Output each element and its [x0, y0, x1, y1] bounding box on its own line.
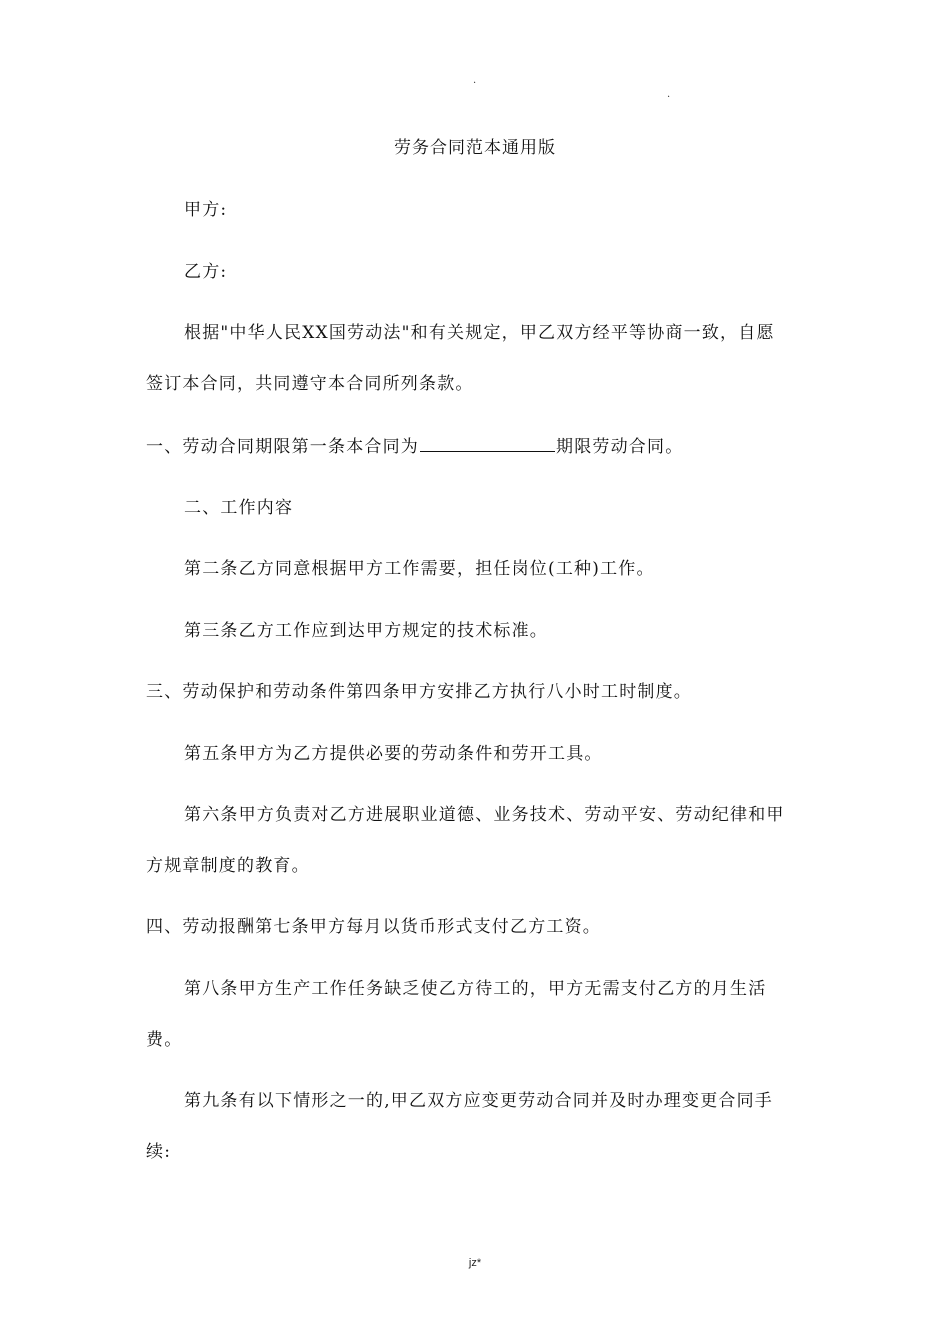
intro-paragraph-line: 签订本合同，共同遵守本合同所列条款。 — [146, 374, 474, 394]
article-9-line: 续: — [146, 1142, 172, 1162]
article-8-line: 第八条甲方生产工作任务缺乏使乙方待工的，甲方无需支付乙方的月生活 — [184, 979, 767, 999]
article-6-line: 方规章制度的教育。 — [146, 856, 310, 876]
section-2-heading: 二、工作内容 — [184, 498, 294, 518]
article-6-line: 第六条甲方负责对乙方进展职业道德、业务技术、劳动平安、劳动纪律和甲 — [184, 805, 785, 825]
intro-paragraph-line: 根据"中华人民XX国劳动法"和有关规定，甲乙双方经平等协商一致，自愿 — [184, 323, 775, 343]
article-2: 第二条乙方同意根据甲方工作需要，担任岗位(工种)工作。 — [184, 559, 655, 579]
section-1-text: 一、劳动合同期限第一条本合同为 — [146, 437, 419, 457]
party-a-label: 甲方: — [184, 200, 228, 220]
section-3: 三、劳动保护和劳动条件第四条甲方安排乙方执行八小时工时制度。 — [146, 682, 692, 702]
article-8-line: 费。 — [146, 1030, 183, 1050]
header-dot-mark: . — [473, 75, 477, 86]
header-dot-mark: . — [667, 89, 671, 100]
document-title: 劳务合同范本通用版 — [394, 138, 556, 158]
section-1-term — [146, 434, 683, 459]
section-4: 四、劳动报酬第七条甲方每月以货币形式支付乙方工资。 — [146, 917, 601, 937]
section-1-text-end: 期限劳动合同。 — [556, 437, 684, 457]
article-3: 第三条乙方工作应到达甲方规定的技术标准。 — [184, 621, 548, 641]
term-blank-line — [420, 434, 555, 452]
page-footer: jz* — [468, 1257, 482, 1269]
article-9-line: 第九条有以下情形之一的,甲乙双方应变更劳动合同并及时办理变更合同手 — [184, 1091, 774, 1111]
party-b-label: 乙方: — [184, 262, 228, 282]
article-5: 第五条甲方为乙方提供必要的劳动条件和劳开工具。 — [184, 744, 603, 764]
